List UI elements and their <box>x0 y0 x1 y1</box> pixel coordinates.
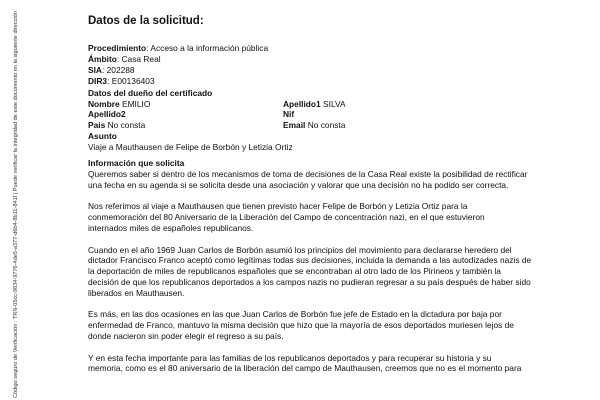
paragraph-line: Nos referimos al viaje a Mauthausen que tienen previsto hacer Felipe de Borbón y Letizia Ortiz para la <box>88 201 468 212</box>
info-heading: Información que solicita <box>88 158 185 169</box>
paragraph-line: Queremos saber si dentro de los mecanismos de toma de decisiones de la Casa Real existe la posibilidad de rectificar <box>88 169 528 180</box>
sia-value: : 202288 <box>101 64 135 75</box>
verification-sidebar <box>2 2 18 398</box>
document-body <box>88 10 593 374</box>
verification-text: Código seguro de Verificación : TRN-05cc-9834-9776-4de5-a377-d6b4-8b11-841f | Puede verificar la integridad de este documento en la siguiente dirección <box>13 11 19 398</box>
apellido2-cell <box>88 109 283 120</box>
paragraph-1 <box>88 169 593 191</box>
email-cell <box>283 120 583 131</box>
paragraph-line: decisión de que los republicanos deportados a los campos nazis no pudieran regresar a su país después de haber sido <box>88 277 531 288</box>
pais-label: Pais <box>88 120 106 131</box>
paragraph-line: enfermedad de Franco, mantuvo la misma decisión que hizo que la mayoría de esos deportados muriesen lejos de <box>88 320 514 331</box>
nombre-cell <box>88 99 283 110</box>
paragraph-line: dictador Francisco Franco aceptó como legítimas todas sus decisiones, incluida la demanda a las autodizades nazis de <box>88 255 532 266</box>
ambito-line <box>88 54 593 65</box>
page-title: Datos de la solicitud: <box>88 15 204 27</box>
paragraph-line: Y en esta fecha importante para las familias de los republicanos deportados y para recuperar su historia y su <box>88 352 492 363</box>
pais-value: No consta <box>107 120 146 131</box>
email-value: No consta <box>307 120 346 131</box>
dir3-value: : E00136403 <box>107 75 155 86</box>
paragraph-line: una fecha en su agenda si se solicita desde una asociación y valorar que una decisión no ha podido ser correcta. <box>88 179 509 190</box>
apellido1-value: SILVA <box>323 98 346 109</box>
certificate-owner-grid <box>88 99 593 132</box>
sia-label: SIA <box>88 64 102 75</box>
procedimiento-value: : Acceso a la información pública <box>146 43 269 53</box>
procedimiento-line <box>88 43 593 54</box>
asunto-value: Viaje a Mauthausen de Felipe de Borbón y Letizia Ortiz <box>88 142 293 153</box>
ambito-value: : Casa Real <box>116 53 161 64</box>
nombre-label: Nombre <box>88 98 120 109</box>
paragraph-line: memoria, como es el 80 aniversario de la liberación del campo de Mauthausen, creemos que no es el momento para <box>88 363 522 374</box>
paragraph-3 <box>88 245 593 299</box>
paragraph-line: donde nacieron sin poder elegir el regreso a su país. <box>88 331 284 342</box>
apellido2-label: Apellido2 <box>88 109 126 120</box>
paragraph-line: conmemoración del 80 Aniversario de la Liberación del Campo de concentración nazi, en el que estuvieron <box>88 212 485 223</box>
pais-cell <box>88 120 283 131</box>
apellido1-cell <box>283 99 583 110</box>
procedimiento-label: Procedimiento <box>88 43 147 53</box>
paragraph-line: Cuando en el año 1969 Juan Carlos de Borbón asumió los principios del movimiento para declararse heredero del <box>88 244 512 255</box>
paragraph-line: Es más, en las dos ocasiones en las que Juan Carlos de Borbón fue jefe de Estado en la dictadura por baja por <box>88 309 502 320</box>
paragraph-line: internados miles de españoles republicanos. <box>88 223 254 234</box>
paragraph-2 <box>88 201 593 233</box>
apellido1-label: Apellido1 <box>283 98 321 109</box>
paragraph-4 <box>88 309 593 341</box>
nombre-value: EMILIO <box>121 98 151 109</box>
paragraph-line: liberados en Mauthausen. <box>88 287 185 298</box>
sia-line <box>88 65 593 76</box>
ambito-label: Ámbito <box>88 53 117 64</box>
nif-label: Nif <box>283 109 295 120</box>
asunto-label: Asunto <box>88 131 117 142</box>
dir3-line <box>88 76 593 87</box>
dir3-label: DIR3 <box>88 75 108 86</box>
dueno-heading: Datos del dueño del certificado <box>88 87 213 98</box>
nif-cell <box>283 109 583 120</box>
email-label: Email <box>283 120 306 131</box>
paragraph-5 <box>88 353 593 375</box>
paragraph-line: la deportación de miles de republicanos españoles que se encontraban al otro lado de los Pirineos y también la <box>88 266 501 277</box>
